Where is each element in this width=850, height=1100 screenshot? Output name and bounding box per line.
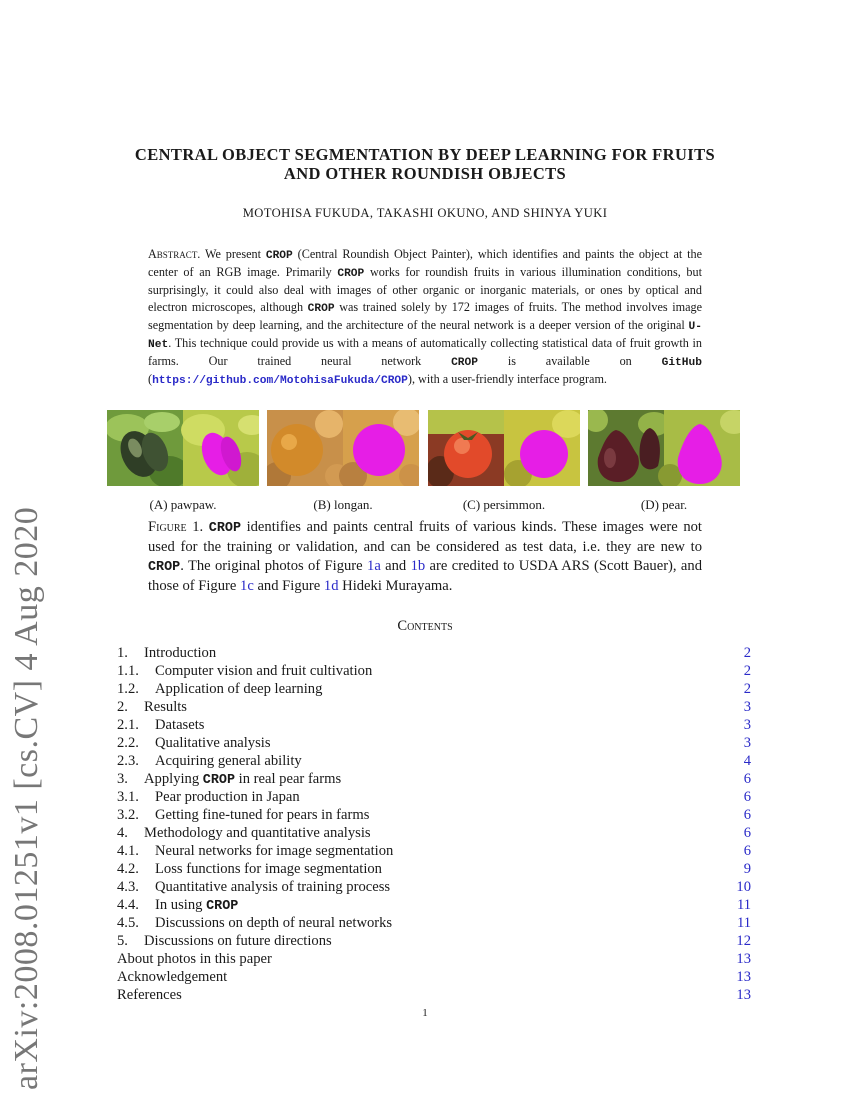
toc-section-title: Results <box>144 699 187 715</box>
toc-section-number: 5. <box>117 933 128 949</box>
crop-name: CROP <box>206 899 239 914</box>
abstract-text: was trained solely by 172 images of fruits. The method involves image segmentation by deep learning, and the architecture of the neural network is a deeper version of the original <box>148 299 702 332</box>
toc-section-title: Discussions on future directions <box>144 933 332 949</box>
paper-title-line-2: AND OTHER ROUNDISH OBJECTS <box>283 164 567 183</box>
crop-name: CROP <box>202 773 236 788</box>
toc-section-title: In using <box>155 897 203 913</box>
toc-section-number: 4.5. <box>117 915 139 931</box>
toc-section-title: Pear production in Japan <box>155 789 300 805</box>
toc-entry[interactable] <box>117 788 751 806</box>
crop-name: CROP <box>337 268 365 281</box>
toc-section-title: Acknowledgement <box>117 969 228 985</box>
figure-caption-text: and Figure <box>253 578 324 594</box>
toc-section-title: Discussions on depth of neural networks <box>155 915 393 931</box>
toc-entry[interactable] <box>117 878 751 896</box>
crop-name: CROP <box>208 521 241 536</box>
toc-section-title: References <box>117 987 182 1003</box>
toc-page-link[interactable]: 3 <box>743 735 751 751</box>
figure-ref-1a-link[interactable]: 1a <box>367 558 381 574</box>
paper-title <box>100 145 750 183</box>
toc-entry[interactable] <box>117 716 751 734</box>
toc-page-link[interactable]: 11 <box>736 897 751 913</box>
toc-page-link[interactable]: 6 <box>743 825 751 841</box>
figure-caption-text: Hideki Murayama. <box>338 578 453 594</box>
toc-section-number: 1.2. <box>117 681 139 697</box>
abstract-text: . This technique could provide us with a means of automatically collecting statistical data of fruit growth in farms. Our trained neural network <box>148 336 702 369</box>
toc-section-title: About photos in this paper <box>117 951 272 967</box>
toc-section-title: Application of deep learning <box>155 681 323 697</box>
github-url-link[interactable]: https://github.com/MotohisaFukuda/CROP <box>152 375 408 388</box>
figure-ref-1d-link[interactable]: 1d <box>323 578 339 594</box>
toc-section-title: Methodology and quantitative analysis <box>144 825 371 841</box>
toc-entry[interactable] <box>117 824 751 842</box>
abstract-label: Abstract. <box>148 247 201 261</box>
toc-entry[interactable] <box>117 914 751 932</box>
toc-page-link[interactable]: 9 <box>743 861 751 877</box>
toc-section-number: 4.3. <box>117 879 139 895</box>
toc-section-number: 3.2. <box>117 807 139 823</box>
toc-section-title: in real pear farms <box>235 771 342 787</box>
toc-section-number: 4.1. <box>117 843 139 859</box>
toc-section-title: Quantitative analysis of training process <box>155 879 391 895</box>
toc-page-link[interactable]: 11 <box>736 915 751 931</box>
crop-name: CROP <box>148 560 181 575</box>
toc-entry[interactable] <box>117 986 751 1004</box>
figure-pawpaw-image <box>107 410 259 486</box>
toc-entry[interactable] <box>117 968 751 986</box>
unet-name: U-Net <box>148 320 702 352</box>
figure-caption-text: and <box>380 558 411 574</box>
toc-section-number: 2.3. <box>117 753 139 769</box>
figure-pear-image <box>588 410 740 486</box>
toc-entry[interactable] <box>117 734 751 752</box>
figure-longan-image <box>267 410 419 486</box>
github-name: GitHub <box>661 357 702 370</box>
toc-section-title: Acquiring general ability <box>155 753 302 769</box>
toc-entry[interactable] <box>117 698 751 716</box>
figure-caption-text: are credited to USDA ARS (Scott Bauer), and those of Figure <box>148 558 702 594</box>
toc-page-link[interactable]: 3 <box>743 699 751 715</box>
toc-entry[interactable] <box>117 806 751 824</box>
subfigure-caption-c: (C) persimmon. <box>462 497 546 512</box>
table-of-contents <box>117 644 751 1004</box>
figure-label: Figure 1. <box>148 519 204 535</box>
crop-name: CROP <box>451 357 479 370</box>
toc-page-link[interactable]: 2 <box>743 663 751 679</box>
toc-page-link[interactable]: 3 <box>743 717 751 733</box>
toc-section-number: 1. <box>117 645 128 661</box>
toc-page-link[interactable]: 4 <box>743 753 751 769</box>
paper-title-line-1: CENTRAL OBJECT SEGMENTATION BY DEEP LEARNING FOR FRUITS <box>134 145 716 164</box>
toc-page-link[interactable]: 6 <box>743 771 751 787</box>
crop-name: CROP <box>307 302 335 315</box>
author-list: MOTOHISA FUKUDA, TAKASHI OKUNO, AND SHINYA YUKI <box>242 206 608 220</box>
abstract <box>148 246 702 390</box>
toc-entry[interactable] <box>117 896 751 914</box>
toc-entry[interactable] <box>117 752 751 770</box>
abstract-text: ( <box>148 372 153 387</box>
toc-page-link[interactable]: 13 <box>736 951 751 967</box>
toc-page-link[interactable]: 6 <box>743 789 751 805</box>
figure-ref-1c-link[interactable]: 1c <box>240 578 254 594</box>
toc-page-link[interactable]: 6 <box>743 843 751 859</box>
contents-heading: Contents <box>397 618 453 634</box>
toc-section-title: Datasets <box>155 717 205 733</box>
toc-section-number: 3.1. <box>117 789 139 805</box>
arxiv-identifier: arXiv:2008.01251v1 [cs.CV] 4 Aug 2020 <box>8 506 45 1090</box>
toc-entry[interactable] <box>117 932 751 950</box>
toc-section-title: Qualitative analysis <box>155 735 271 751</box>
toc-section-title: Introduction <box>144 645 217 661</box>
figure-caption-text: identifies and paints central fruits of various kinds. These images were not used for the training or validation, and can be considered as test data, i.e. they are new to <box>148 519 702 555</box>
toc-page-link[interactable]: 12 <box>736 933 751 949</box>
figure-ref-1b-link[interactable]: 1b <box>410 558 426 574</box>
abstract-text: ), with a user-friendly interface program. <box>407 372 607 387</box>
toc-section-number: 3. <box>117 771 128 787</box>
toc-section-title: Applying <box>144 771 200 787</box>
toc-page-link[interactable]: 13 <box>736 987 751 1003</box>
toc-section-number: 4.4. <box>117 897 139 913</box>
toc-entry[interactable] <box>117 950 751 968</box>
abstract-text: (Central Roundish Object Painter), which identifies and paints the object at the center of an RGB image. Primarily <box>148 247 702 280</box>
toc-page-link[interactable]: 10 <box>736 879 751 895</box>
subfigure-caption-d: (D) pear. <box>640 497 688 512</box>
toc-section-title: Loss functions for image segmentation <box>155 861 382 877</box>
abstract-text: We present <box>200 247 266 261</box>
toc-section-title: Neural networks for image segmentation <box>155 843 394 859</box>
toc-entry[interactable] <box>117 680 751 698</box>
abstract-text: is available on <box>478 354 662 369</box>
toc-entry[interactable] <box>117 662 751 680</box>
toc-entry[interactable] <box>117 860 751 878</box>
subfigure-caption-a: (A) pawpaw. <box>149 497 217 512</box>
toc-entry[interactable] <box>117 770 751 788</box>
toc-entry[interactable] <box>117 644 751 662</box>
figure-caption <box>148 518 702 596</box>
toc-section-number: 2. <box>117 699 128 715</box>
toc-section-title: Getting fine-tuned for pears in farms <box>155 807 370 823</box>
toc-section-number: 2.2. <box>117 735 139 751</box>
toc-page-link[interactable]: 13 <box>736 969 751 985</box>
toc-section-number: 4. <box>117 825 128 841</box>
toc-page-link[interactable]: 6 <box>743 807 751 823</box>
toc-page-link[interactable]: 2 <box>743 645 751 661</box>
figure-caption-text: . The original photos of Figure <box>180 558 368 574</box>
toc-entry[interactable] <box>117 842 751 860</box>
toc-section-number: 4.2. <box>117 861 139 877</box>
toc-section-number: 2.1. <box>117 717 139 733</box>
crop-name: CROP <box>265 250 293 262</box>
toc-section-title: Computer vision and fruit cultivation <box>155 663 373 679</box>
abstract-text: works for roundish fruits in various illumination conditions, but surprisingly, it could also deal with images of other organic or inorganic materials, or ones by optical and electron microscopes, although <box>148 265 702 314</box>
subfigure-caption-b: (B) longan. <box>313 497 373 512</box>
page-number: 1 <box>422 1007 428 1019</box>
toc-section-number: 1.1. <box>117 663 139 679</box>
figure-persimmon-image <box>428 410 580 486</box>
toc-page-link[interactable]: 2 <box>743 681 751 697</box>
